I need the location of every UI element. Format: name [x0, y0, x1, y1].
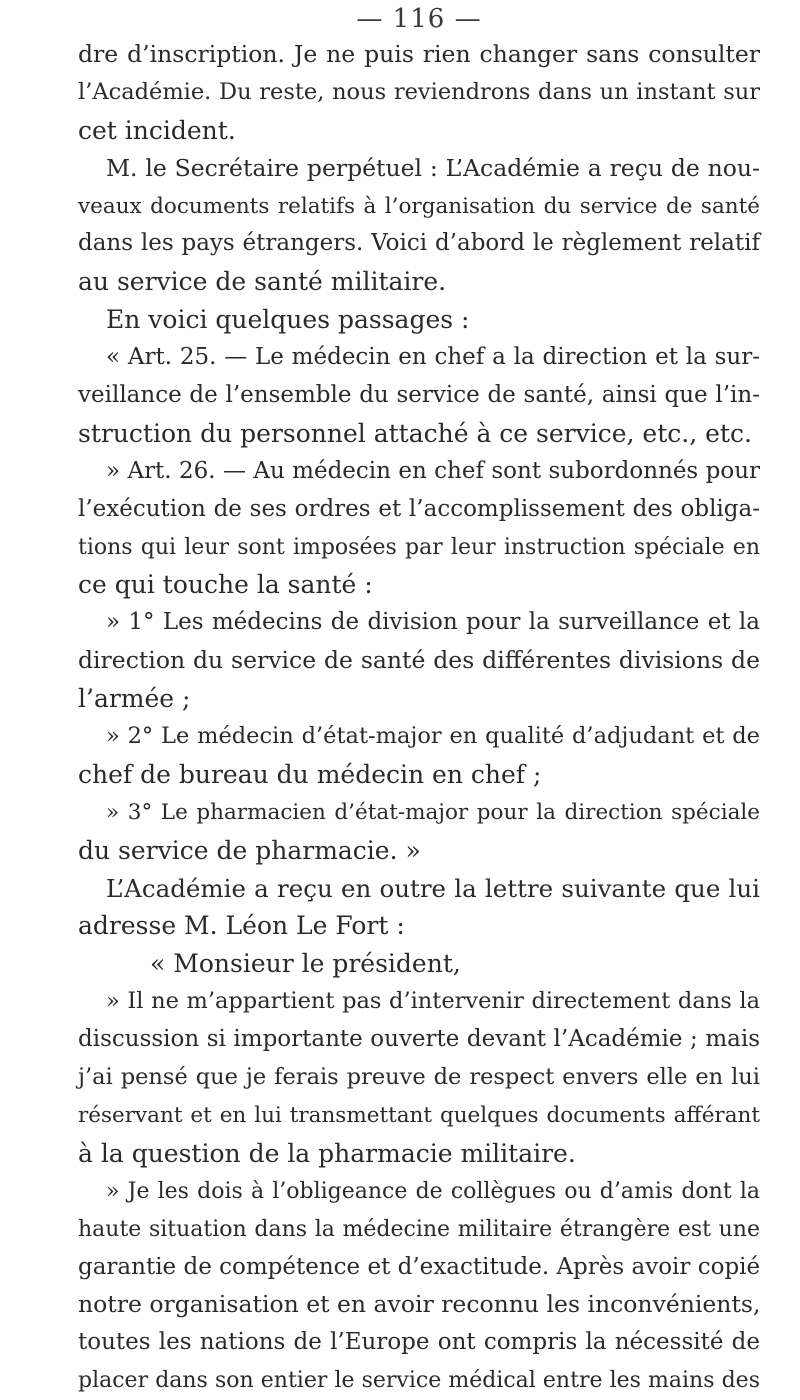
text-line: au service de santé militaire.: [78, 267, 447, 297]
text-line: dre d’inscription. Je ne puis rien changer sans consulter: [78, 40, 760, 68]
text-line: placer dans son entier le service médical entre les mains des: [78, 1368, 760, 1394]
text-line: discussion si importante ouverte devant l’Académie ; mais: [78, 1026, 760, 1053]
text-line: j’ai pensé que je ferais preuve de respect envers elle en lui: [78, 1064, 760, 1091]
text-line: veaux documents relatifs à l’organisation du service de santé: [78, 193, 760, 219]
text-line: du service de pharmacie. »: [78, 835, 421, 865]
text-line: « Monsieur le président,: [150, 949, 461, 979]
body-text: [78, 36, 760, 1400]
book-page: [78, 0, 760, 1394]
text-line: à la question de la pharmacie militaire.: [78, 1138, 576, 1168]
text-line: L’Académie a reçu en outre la lettre suivante que lui: [106, 873, 760, 903]
text-line: « Art. 25. — Le médecin en chef a la direction et la sur-: [106, 344, 760, 371]
text-line: ce qui touche la santé :: [78, 570, 373, 600]
text-line: M. le Secrétaire perpétuel : L’Académie a reçu de nou-: [106, 153, 760, 182]
text-line: réservant et en lui transmettant quelques documents afférant: [78, 1102, 760, 1128]
text-line: » Je les dois à l’obligeance de collègues ou d’amis dont la: [106, 1178, 760, 1204]
text-line: » Art. 26. — Au médecin en chef sont subordonnés pour: [106, 457, 760, 484]
text-line: veillance de l’ensemble du service de santé, ainsi que l’in-: [78, 382, 760, 409]
text-line: garantie de compétence et d’exactitude. Après avoir copié: [78, 1253, 761, 1280]
text-line: haute situation dans la médecine militaire étrangère est une: [78, 1216, 760, 1242]
text-line: l’armée ;: [78, 684, 191, 714]
text-line: l’exécution de ses ordres et l’accomplissement des obliga-: [78, 495, 760, 522]
page-number: — 116 —: [356, 4, 482, 34]
text-line: adresse M. Léon Le Fort :: [78, 911, 405, 941]
text-line: » 2° Le médecin d’état-major en qualité d’adjudant et de: [106, 723, 760, 750]
text-line: dans les pays étrangers. Voici d’abord le règlement relatif: [78, 230, 760, 257]
text-line: struction du personnel attaché à ce service, etc., etc.: [78, 418, 752, 448]
text-line: » Il ne m’appartient pas d’intervenir directement dans la: [106, 988, 760, 1015]
text-line: notre organisation et en avoir reconnu les inconvénients,: [78, 1290, 761, 1319]
text-line: toutes les nations de l’Europe ont compris la nécessité de: [78, 1329, 760, 1356]
text-line: cet incident.: [78, 115, 236, 145]
text-line: » 1° Les médecins de division pour la surveillance et la: [106, 609, 760, 636]
text-line: En voici quelques passages :: [106, 305, 470, 335]
text-line: tions qui leur sont imposées par leur instruction spéciale en: [78, 534, 760, 560]
text-line: » 3° Le pharmacien d’état-major pour la direction spéciale: [106, 799, 760, 825]
text-line: chef de bureau du médecin en chef ;: [78, 759, 542, 789]
text-line: direction du service de santé des différentes divisions de: [78, 646, 760, 675]
text-line: l’Académie. Du reste, nous reviendrons dans un instant sur: [78, 78, 760, 105]
